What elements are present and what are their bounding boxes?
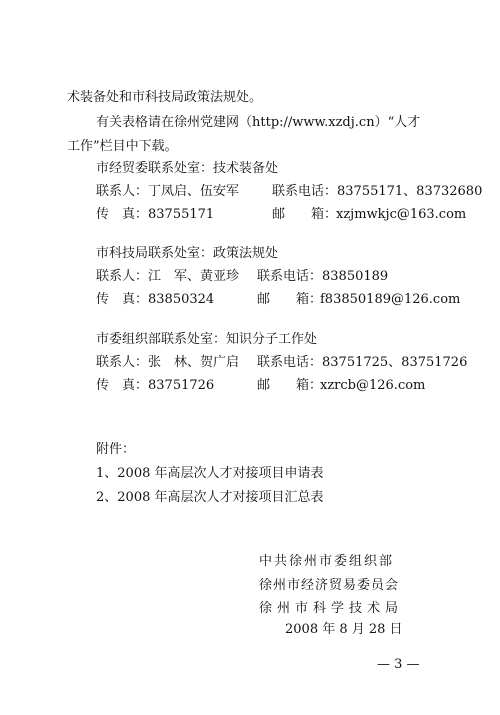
intro-line-3: 工作”栏目中下载。 [67,139,178,154]
contact-email-label-2: 邮 箱： [257,292,323,307]
contact-office-3: 市委组织部联系处室：知识分子工作处 [96,332,318,347]
contact-office-1: 市经贸委联系处室：技术装备处 [96,161,279,176]
page-number: — 3 — [377,657,420,672]
signature-org-3: 徐州市科学技术局 [259,601,404,616]
contact-fax-1: 传 真：83755171 [96,207,215,222]
attachment-item-2: 2、2008 年高层次人才对接项目汇总表 [96,490,324,505]
attachments-label: 附件： [96,442,136,457]
intro-line-2: 有关表格请在徐州党建网（http://www.xzdj.cn）“人才 [96,115,421,130]
signature-date: 2008 年 8 月 28 日 [285,622,403,637]
contact-person-3: 联系人：张 林、贺广启 [96,355,240,370]
contact-person-2: 联系人：江 军、黄亚珍 [96,269,240,284]
contact-phone-2: 联系电话：83850189 [257,269,389,284]
contact-phone-1: 联系电话：83755171、83732680 [272,184,483,199]
contact-phone-3: 联系电话：83751725、83751726 [257,355,468,370]
intro-line-1: 术装备处和市科技局政策法规处。 [67,90,263,105]
contact-email-2: f83850189@126.com [320,292,461,307]
contact-email-label-3: 邮 箱： [257,378,323,393]
contact-office-2: 市科技局联系处室：政策法规处 [96,246,279,261]
contact-email-1: xzjmwkjc@163.com [336,207,467,222]
contact-email-label-1: 邮 箱： [272,207,338,222]
contact-fax-3: 传 真：83751726 [96,378,215,393]
contact-fax-2: 传 真：83850324 [96,292,215,307]
signature-org-2: 徐州市经济贸易委员会 [259,578,400,593]
contact-person-1: 联系人：丁凤启、伍安军 [96,184,240,199]
attachment-item-1: 1、2008 年高层次人才对接项目申请表 [96,466,324,481]
contact-email-3: xzrcb@126.com [320,378,426,393]
signature-org-1: 中共徐州市委组织部 [259,554,395,569]
